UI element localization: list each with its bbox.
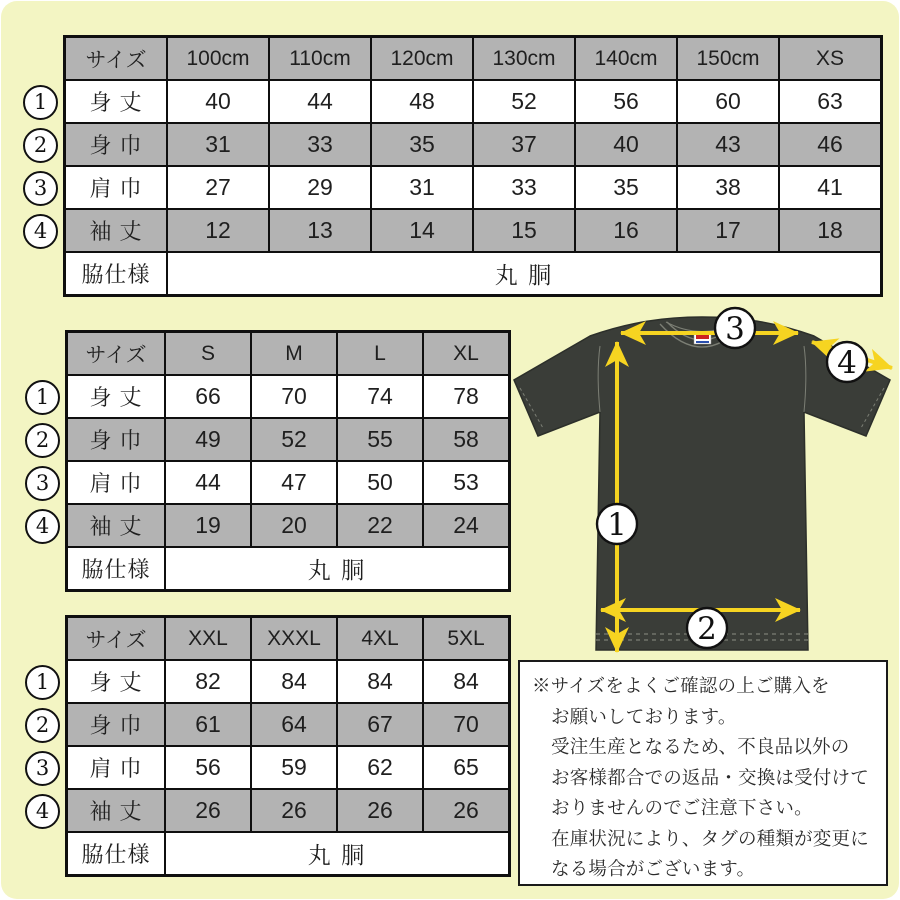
row-number-circle: 4 xyxy=(25,509,60,544)
size-label-header: サイズ xyxy=(65,37,168,81)
row-number-circle: 3 xyxy=(25,466,60,501)
measure-row xyxy=(67,789,510,832)
measure-value: 46 xyxy=(779,123,882,166)
size-col-header: 100cm xyxy=(167,37,269,81)
side-spec-label: 脇仕様 xyxy=(67,547,166,591)
tshirt-diagram-svg xyxy=(500,296,896,660)
measure-value: 48 xyxy=(371,80,473,123)
measure-value: 35 xyxy=(371,123,473,166)
measure-value: 58 xyxy=(423,418,510,461)
measure-value: 40 xyxy=(167,80,269,123)
measure-value: 84 xyxy=(423,660,510,703)
kids-xs-size-table-block xyxy=(33,35,883,297)
side-spec-row xyxy=(65,252,882,296)
size-col-header: 140cm xyxy=(575,37,677,81)
measure-label: 身 丈 xyxy=(65,80,168,123)
measure-value: 52 xyxy=(251,418,337,461)
note-line: おりませんのでご注意下さい。 xyxy=(551,797,813,818)
measure-value: 37 xyxy=(473,123,575,166)
marker-circle-4 xyxy=(827,342,867,382)
side-spec-value: 丸 胴 xyxy=(165,547,510,591)
measure-row xyxy=(67,418,510,461)
measure-value: 14 xyxy=(371,209,473,252)
measure-value: 19 xyxy=(165,504,251,547)
measure-label: 身 巾 xyxy=(67,418,166,461)
measure-value: 66 xyxy=(165,375,251,418)
measure-value: 56 xyxy=(165,746,251,789)
measure-value: 74 xyxy=(337,375,423,418)
svg-text:4: 4 xyxy=(837,345,857,381)
note-line: なる場合がございます。 xyxy=(551,858,756,879)
measure-value: 12 xyxy=(167,209,269,252)
measure-label: 肩 巾 xyxy=(67,461,166,504)
measure-row xyxy=(67,703,510,746)
measure-row xyxy=(67,375,510,418)
side-spec-row xyxy=(67,832,510,876)
measure-value: 52 xyxy=(473,80,575,123)
row-number-circle: 1 xyxy=(23,85,58,120)
measure-value: 26 xyxy=(423,789,510,832)
measure-label: 袖 丈 xyxy=(67,504,166,547)
measure-value: 26 xyxy=(251,789,337,832)
side-spec-label: 脇仕様 xyxy=(65,252,168,296)
row-number-circle: 4 xyxy=(25,794,60,829)
size-col-header: XS xyxy=(779,37,882,81)
size-col-header: S xyxy=(165,332,251,376)
measure-value: 63 xyxy=(779,80,882,123)
measure-label: 身 丈 xyxy=(67,660,166,703)
measure-value: 31 xyxy=(167,123,269,166)
measure-value: 44 xyxy=(269,80,371,123)
measure-value: 13 xyxy=(269,209,371,252)
note-line: 受注生産となるため、不良品以外の xyxy=(551,736,850,757)
measure-value: 65 xyxy=(423,746,510,789)
note-line: ※サイズをよくご確認の上ご購入を xyxy=(532,675,830,696)
measure-value: 38 xyxy=(677,166,779,209)
tshirt-measurement-diagram xyxy=(500,296,896,660)
size-col-header: L xyxy=(337,332,423,376)
measure-value: 64 xyxy=(251,703,337,746)
measure-row xyxy=(67,504,510,547)
side-spec-value: 丸 胴 xyxy=(165,832,510,876)
row-number-circle: 1 xyxy=(25,380,60,415)
measure-row xyxy=(67,461,510,504)
measure-value: 20 xyxy=(251,504,337,547)
header-row xyxy=(67,617,510,661)
size-col-header: XL xyxy=(423,332,510,376)
size-col-header: 110cm xyxy=(269,37,371,81)
measure-value: 50 xyxy=(337,461,423,504)
measure-value: 82 xyxy=(165,660,251,703)
header-row xyxy=(65,37,882,81)
measure-value: 31 xyxy=(371,166,473,209)
measure-value: 16 xyxy=(575,209,677,252)
note-line: お願いしております。 xyxy=(551,705,737,727)
measure-value: 26 xyxy=(337,789,423,832)
big-size-table xyxy=(65,615,511,877)
measure-value: 26 xyxy=(165,789,251,832)
measure-label: 袖 丈 xyxy=(67,789,166,832)
side-spec-row xyxy=(67,547,510,591)
header-row xyxy=(67,332,510,376)
measure-value: 56 xyxy=(575,80,677,123)
svg-text:3: 3 xyxy=(725,311,745,347)
marker-circle-2 xyxy=(687,608,727,648)
measure-row xyxy=(67,746,510,789)
measure-value: 24 xyxy=(423,504,510,547)
measure-value: 78 xyxy=(423,375,510,418)
row-number-circle: 1 xyxy=(25,665,60,700)
measure-value: 44 xyxy=(165,461,251,504)
measure-value: 29 xyxy=(269,166,371,209)
measure-value: 70 xyxy=(251,375,337,418)
size-col-header: XXXL xyxy=(251,617,337,661)
measure-label: 身 巾 xyxy=(67,703,166,746)
measure-value: 43 xyxy=(677,123,779,166)
measure-value: 41 xyxy=(779,166,882,209)
note-line: 在庫状況により、タグの種類が変更に xyxy=(551,827,869,849)
big-size-table-block xyxy=(35,615,511,877)
measure-value: 17 xyxy=(677,209,779,252)
row-number-circle: 2 xyxy=(25,423,60,458)
row-number-circle: 2 xyxy=(23,128,58,163)
measure-label: 肩 巾 xyxy=(65,166,168,209)
row-number-circle: 3 xyxy=(23,171,58,206)
measure-value: 84 xyxy=(337,660,423,703)
measure-value: 33 xyxy=(269,123,371,166)
measure-value: 55 xyxy=(337,418,423,461)
row-number-circle: 4 xyxy=(23,214,58,249)
measure-value: 35 xyxy=(575,166,677,209)
size-label-header: サイズ xyxy=(67,332,166,376)
size-label-header: サイズ xyxy=(67,617,166,661)
size-col-header: 4XL xyxy=(337,617,423,661)
measure-value: 53 xyxy=(423,461,510,504)
measure-row xyxy=(65,166,882,209)
size-col-header: 150cm xyxy=(677,37,779,81)
measure-label: 身 丈 xyxy=(67,375,166,418)
measure-value: 67 xyxy=(337,703,423,746)
measure-row xyxy=(65,123,882,166)
measure-value: 59 xyxy=(251,746,337,789)
row-number-circle: 2 xyxy=(25,708,60,743)
measure-value: 27 xyxy=(167,166,269,209)
svg-text:1: 1 xyxy=(607,507,627,543)
measure-value: 15 xyxy=(473,209,575,252)
svg-text:2: 2 xyxy=(697,611,717,647)
adult-size-table-block xyxy=(35,330,511,592)
measure-value: 84 xyxy=(251,660,337,703)
marker-circle-3 xyxy=(715,308,755,348)
measure-row xyxy=(65,80,882,123)
side-spec-label: 脇仕様 xyxy=(67,832,166,876)
measure-label: 肩 巾 xyxy=(67,746,166,789)
measure-row xyxy=(65,209,882,252)
size-col-header: 5XL xyxy=(423,617,510,661)
measure-value: 61 xyxy=(165,703,251,746)
marker-circle-1 xyxy=(597,504,637,544)
measure-value: 49 xyxy=(165,418,251,461)
measure-value: 62 xyxy=(337,746,423,789)
size-col-header: 130cm xyxy=(473,37,575,81)
row-number-circle: 3 xyxy=(25,751,60,786)
purchase-note-box xyxy=(518,660,888,886)
size-col-header: 120cm xyxy=(371,37,473,81)
kids-xs-size-table xyxy=(63,35,883,297)
note-line: お客様都合での返品・交換は受付けて xyxy=(551,766,869,788)
adult-size-table xyxy=(65,330,511,592)
measure-value: 47 xyxy=(251,461,337,504)
measure-label: 袖 丈 xyxy=(65,209,168,252)
measure-value: 33 xyxy=(473,166,575,209)
measure-value: 70 xyxy=(423,703,510,746)
measure-row xyxy=(67,660,510,703)
measure-value: 18 xyxy=(779,209,882,252)
measure-value: 22 xyxy=(337,504,423,547)
size-col-header: XXL xyxy=(165,617,251,661)
measure-label: 身 巾 xyxy=(65,123,168,166)
measure-value: 60 xyxy=(677,80,779,123)
size-col-header: M xyxy=(251,332,337,376)
measure-value: 40 xyxy=(575,123,677,166)
side-spec-value: 丸 胴 xyxy=(167,252,882,296)
